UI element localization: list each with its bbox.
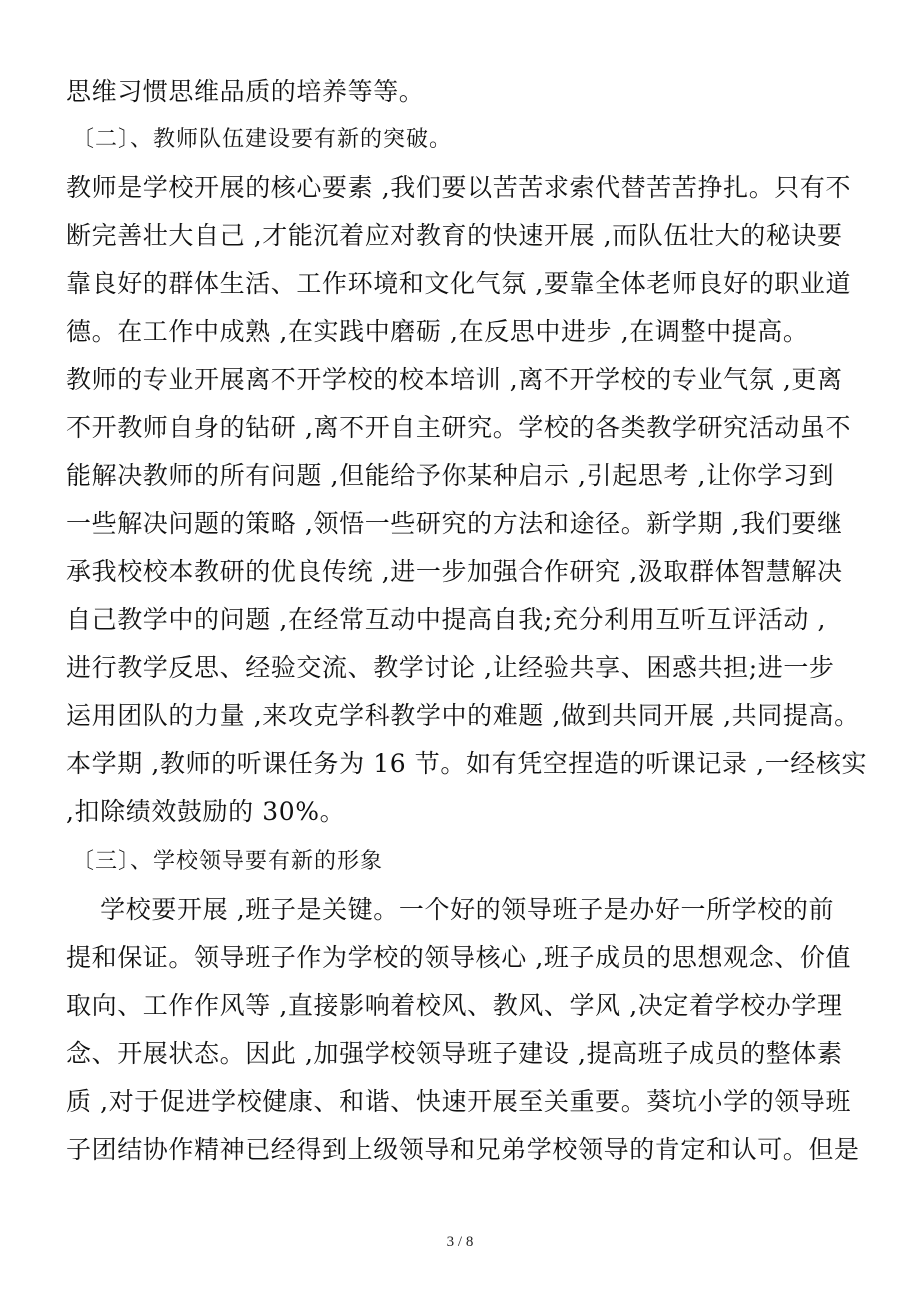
text-line: 取向、工作作风等 ,直接影响着校风、教风、学风 ,决定着学校办学理 xyxy=(66,991,843,1020)
text-line: 德。在工作中成熟 ,在实践中磨砺 ,在反思中进步 ,在调整中提高。 xyxy=(66,317,809,346)
text-line: 靠良好的群体生活、工作环境和文化气氛 ,要靠全体老师良好的职业道 xyxy=(66,269,852,298)
text-line: 断完善壮大自己 ,才能沉着应对教育的快速开展 ,而队伍壮大的秘诀要 xyxy=(66,221,843,250)
text-line: 承我校校本教研的优良传统 ,进一步加强合作研究 ,汲取群体智慧解决 xyxy=(66,557,843,586)
text-line: 教师的专业开展离不开学校的校本培训 ,离不开学校的专业气氛 ,更离 xyxy=(66,365,843,394)
text-line: 子团结协作精神已经得到上级领导和兄弟学校领导的肯定和认可。但是 xyxy=(66,1135,860,1164)
text-line: 本学期 ,教师的听课任务为 16 节。如有凭空捏造的听课记录 ,一经核实 xyxy=(66,749,868,778)
text-line: 能解决教师的所有问题 ,但能给予你某种启示 ,引起思考 ,让你学习到 xyxy=(66,461,835,490)
text-line: 学校要开展 ,班子是关键。一个好的领导班子是办好一所学校的前 xyxy=(66,895,835,924)
text-line: 念、开展状态。因此 ,加强学校领导班子建设 ,提高班子成员的整体素 xyxy=(66,1039,843,1068)
section-heading-two: 〔二〕、教师队伍建设要有新的突破。 xyxy=(72,127,453,152)
section-heading-three: 〔三〕、学校领导要有新的形象 xyxy=(72,849,384,874)
text-line: 不开教师自身的钻研 ,离不开自主研究。学校的各类教学研究活动虽不 xyxy=(66,413,852,442)
text-line: 教师是学校开展的核心要素 ,我们要以苦苦求索代替苦苦挣扎。只有不 xyxy=(66,173,852,202)
text-line: 进行教学反思、经验交流、教学讨论 ,让经验共享、困惑共担;进一步 xyxy=(66,653,835,682)
text-line: 思维习惯思维品质的培养等等。 xyxy=(66,77,425,106)
text-line: 质 ,对于促进学校健康、和谐、快速开展至关重要。葵坑小学的领导班 xyxy=(66,1087,852,1116)
text-line: 提和保证。领导班子作为学校的领导核心 ,班子成员的思想观念、价值 xyxy=(66,943,852,972)
page-number: 3 / 8 xyxy=(446,1234,474,1250)
text-line: ,扣除绩效鼓励的 30%。 xyxy=(66,797,346,826)
text-line: 运用团队的力量 ,来攻克学科教学中的难题 ,做到共同开展 ,共同提高。 xyxy=(66,701,860,730)
text-line: 自己教学中的问题 ,在经常互动中提高自我;充分利用互听互评活动 , xyxy=(66,605,827,634)
text-line: 一些解决问题的策略 ,领悟一些研究的方法和途径。新学期 ,我们要继 xyxy=(66,509,843,538)
